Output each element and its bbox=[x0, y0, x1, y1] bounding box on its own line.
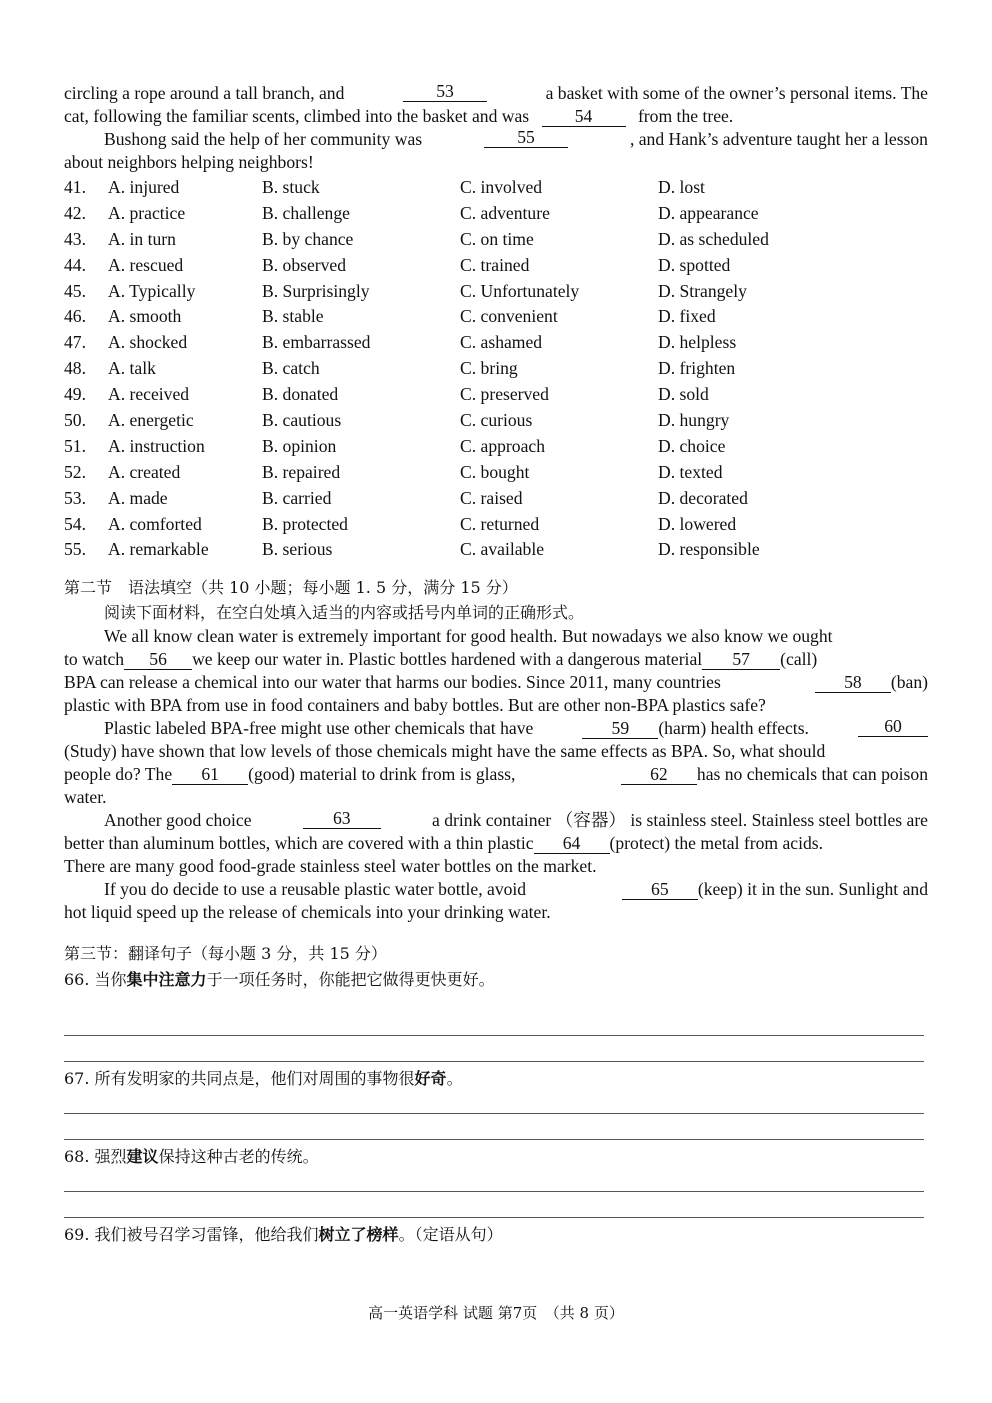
option-c: C. ashamed bbox=[460, 332, 543, 353]
option-c: C. bring bbox=[460, 358, 518, 379]
passage-text: cat, following the familiar scents, climbed into the basket and was bbox=[64, 106, 530, 126]
option-row bbox=[64, 382, 928, 408]
answer-blank-65: 65 bbox=[622, 880, 698, 900]
grammar-text: to watch bbox=[64, 649, 125, 670]
question-number: 45. bbox=[64, 280, 86, 301]
option-d: D. fixed bbox=[658, 306, 716, 327]
answer-blank-63: 63 bbox=[303, 809, 381, 829]
option-row bbox=[64, 356, 928, 382]
option-b: B. serious bbox=[262, 539, 333, 560]
grammar-line bbox=[64, 763, 928, 786]
grammar-line: We all know clean water is extremely important for good health. But nowadays we also know we ought bbox=[104, 626, 833, 647]
passage-line bbox=[64, 105, 928, 128]
answer-line bbox=[64, 1139, 924, 1140]
answer-blank-58: 58 bbox=[815, 673, 891, 693]
question-number: 51. bbox=[64, 435, 86, 456]
answer-line bbox=[64, 1191, 924, 1192]
option-row bbox=[64, 330, 928, 356]
grammar-text: (keep) it in the sun. Sunlight and bbox=[697, 879, 928, 900]
answer-line bbox=[64, 1035, 924, 1036]
option-b: B. opinion bbox=[262, 435, 337, 456]
option-b: B. embarrassed bbox=[262, 332, 371, 353]
option-d: D. helpless bbox=[658, 332, 737, 353]
question-number: 48. bbox=[64, 358, 86, 379]
answer-blank-57: 57 bbox=[702, 650, 780, 670]
option-c: C. convenient bbox=[460, 306, 558, 327]
grammar-line: plastic with BPA from use in food containers and baby bottles. But are other non-BPA plastics safe? bbox=[64, 695, 766, 716]
option-b: B. donated bbox=[262, 384, 339, 405]
question-text: 69. 我们被号召学习雷锋，他给我们 bbox=[64, 1225, 319, 1244]
option-b: B. observed bbox=[262, 254, 347, 275]
option-b: B. stable bbox=[262, 306, 324, 327]
grammar-line bbox=[64, 878, 928, 901]
option-row bbox=[64, 486, 928, 512]
exam-page bbox=[64, 82, 928, 993]
section-instruction: 阅读下面材料，在空白处填入适当的内容或括号内单词的正确形式。 bbox=[104, 603, 585, 623]
page-footer: 高一英语学科 试题 第7页 （共 8 页） bbox=[368, 1304, 624, 1322]
option-a: A. made bbox=[108, 487, 168, 508]
option-c: C. curious bbox=[460, 410, 533, 431]
option-d: D. decorated bbox=[658, 487, 748, 508]
answer-blank-54: 54 bbox=[542, 107, 626, 127]
grammar-text: BPA can release a chemical into our water that harms our bodies. Since 2011, many countries bbox=[64, 672, 721, 693]
grammar-line: water. bbox=[64, 787, 107, 808]
section-title-translation: 第三节：翻译句子（每小题 3 分，共 15 分） bbox=[64, 944, 387, 964]
option-c: C. approach bbox=[460, 435, 546, 456]
grammar-text: (ban) bbox=[890, 672, 928, 693]
option-d: D. Strangely bbox=[658, 280, 747, 301]
option-a: A. instruction bbox=[108, 435, 205, 456]
options-list bbox=[64, 175, 928, 563]
question-text: 。 bbox=[446, 1069, 463, 1088]
option-b: B. repaired bbox=[262, 461, 341, 482]
key-phrase: 树立了榜样 bbox=[318, 1225, 399, 1244]
option-b: B. Surprisingly bbox=[262, 280, 370, 301]
question-number: 47. bbox=[64, 332, 86, 353]
translation-question-66 bbox=[64, 967, 928, 993]
grammar-line: hot liquid speed up the release of chemicals into your drinking water. bbox=[64, 902, 551, 923]
grammar-line bbox=[64, 717, 928, 740]
option-a: A. remarkable bbox=[108, 539, 209, 560]
option-c: C. involved bbox=[460, 177, 543, 197]
passage-text: Bushong said the help of her community was bbox=[104, 129, 423, 149]
grammar-text: has no chemicals that can poison bbox=[696, 764, 928, 785]
question-number: 42. bbox=[64, 202, 86, 223]
option-d: D. responsible bbox=[658, 539, 760, 560]
grammar-text: (good) material to drink from is glass, bbox=[248, 764, 516, 785]
option-a: A. received bbox=[108, 384, 190, 405]
grammar-text: a drink container （容器） is stainless steel. Stainless steel bottles are bbox=[432, 810, 928, 831]
answer-blank-60: 60 bbox=[858, 717, 928, 737]
option-row bbox=[64, 227, 928, 253]
question-number: 44. bbox=[64, 254, 86, 275]
grammar-text: Plastic labeled BPA-free might use other chemicals that have bbox=[104, 718, 534, 739]
grammar-line bbox=[64, 648, 928, 671]
option-a: A. comforted bbox=[108, 513, 202, 534]
option-d: D. lost bbox=[658, 177, 705, 197]
option-c: C. bought bbox=[460, 461, 530, 482]
translation-question-68 bbox=[64, 1144, 319, 1170]
option-a: A. practice bbox=[108, 202, 186, 223]
section-title-grammar: 第二节 语法填空（共 10 小题；每小题 1. 5 分，满分 15 分） bbox=[64, 578, 518, 598]
key-phrase: 建议 bbox=[126, 1147, 159, 1166]
option-b: B. by chance bbox=[262, 228, 354, 249]
question-number: 50. bbox=[64, 410, 86, 431]
passage-line bbox=[64, 128, 928, 151]
grammar-text: Another good choice bbox=[104, 810, 252, 831]
option-a: A. shocked bbox=[108, 332, 188, 353]
answer-blank-62: 62 bbox=[621, 765, 697, 785]
option-b: B. catch bbox=[262, 358, 320, 379]
question-number: 53. bbox=[64, 487, 86, 508]
question-number: 52. bbox=[64, 461, 86, 482]
option-c: C. adventure bbox=[460, 202, 550, 223]
grammar-line: There are many good food-grade stainless steel water bottles on the market. bbox=[64, 856, 597, 877]
question-number: 49. bbox=[64, 384, 86, 405]
option-row bbox=[64, 201, 928, 227]
passage-text: , and Hank’s adventure taught her a lesson bbox=[629, 129, 928, 149]
option-d: D. hungry bbox=[658, 410, 730, 431]
option-c: C. Unfortunately bbox=[460, 280, 580, 301]
option-d: D. sold bbox=[658, 384, 709, 405]
answer-blank-61: 61 bbox=[172, 765, 248, 785]
grammar-text: people do? The bbox=[64, 764, 173, 785]
option-d: D. texted bbox=[658, 461, 723, 482]
grammar-line: (Study) have shown that low levels of those chemicals might have the same effects as BPA. So, what should bbox=[64, 741, 826, 762]
option-c: C. returned bbox=[460, 513, 540, 534]
question-number: 55. bbox=[64, 539, 86, 560]
question-number: 46. bbox=[64, 306, 86, 327]
question-text: 68. 强烈 bbox=[64, 1147, 127, 1166]
option-a: A. rescued bbox=[108, 254, 184, 275]
option-a: A. created bbox=[108, 461, 181, 482]
option-a: A. energetic bbox=[108, 410, 194, 431]
answer-line bbox=[64, 1113, 924, 1114]
passage-text: from the tree. bbox=[637, 106, 734, 126]
option-c: C. on time bbox=[460, 228, 534, 249]
option-c: C. preserved bbox=[460, 384, 549, 405]
passage-line bbox=[64, 82, 928, 105]
grammar-text: we keep our water in. Plastic bottles hardened with a dangerous material bbox=[192, 649, 703, 670]
option-a: A. in turn bbox=[108, 228, 176, 249]
grammar-text: If you do decide to use a reusable plastic water bottle, avoid bbox=[104, 879, 527, 900]
option-d: D. frighten bbox=[658, 358, 736, 379]
grammar-line bbox=[64, 809, 928, 832]
option-d: D. spotted bbox=[658, 254, 731, 275]
answer-blank-53: 53 bbox=[403, 82, 487, 102]
option-b: B. cautious bbox=[262, 410, 342, 431]
grammar-text: (protect) the metal from acids. bbox=[609, 833, 824, 854]
question-number: 43. bbox=[64, 228, 86, 249]
option-b: B. protected bbox=[262, 513, 348, 534]
answer-blank-64: 64 bbox=[534, 834, 610, 854]
option-b: B. carried bbox=[262, 487, 332, 508]
grammar-text: (call) bbox=[780, 649, 818, 670]
option-d: D. choice bbox=[658, 435, 726, 456]
option-row bbox=[64, 279, 928, 305]
passage-text: a basket with some of the owner’s personal items. The bbox=[545, 83, 928, 103]
grammar-line bbox=[64, 832, 928, 855]
option-row bbox=[64, 304, 928, 330]
option-row bbox=[64, 434, 928, 460]
option-row bbox=[64, 175, 928, 201]
grammar-line bbox=[64, 671, 928, 694]
question-text: 67. 所有发明家的共同点是，他们对周围的事物很 bbox=[64, 1069, 415, 1088]
grammar-text: better than aluminum bottles, which are covered with a thin plastic bbox=[64, 833, 534, 854]
option-b: B. challenge bbox=[262, 202, 350, 223]
question-number: 41. bbox=[64, 177, 86, 197]
option-row bbox=[64, 512, 928, 538]
question-text: 于一项任务时，你能把它做得更快更好。 bbox=[206, 970, 495, 990]
option-row bbox=[64, 408, 928, 434]
question-text: 。（定语从句） bbox=[398, 1225, 503, 1244]
option-d: D. as scheduled bbox=[658, 228, 769, 249]
answer-blank-56: 56 bbox=[124, 650, 192, 670]
option-a: A. smooth bbox=[108, 306, 182, 327]
question-number: 54. bbox=[64, 513, 86, 534]
question-text: 保持这种古老的传统。 bbox=[158, 1147, 319, 1166]
option-b: B. stuck bbox=[262, 177, 320, 197]
answer-line bbox=[64, 1061, 924, 1062]
option-c: C. trained bbox=[460, 254, 530, 275]
option-a: A. injured bbox=[108, 177, 180, 197]
translation-question-69 bbox=[64, 1222, 503, 1248]
translation-question-67 bbox=[64, 1066, 463, 1092]
passage-line: about neighbors helping neighbors! bbox=[64, 152, 314, 172]
question-text: 66. 当你 bbox=[64, 970, 127, 990]
option-row bbox=[64, 253, 928, 279]
option-d: D. appearance bbox=[658, 202, 759, 223]
option-c: C. available bbox=[460, 539, 545, 560]
option-c: C. raised bbox=[460, 487, 523, 508]
option-d: D. lowered bbox=[658, 513, 737, 534]
option-a: A. talk bbox=[108, 358, 156, 379]
option-row bbox=[64, 460, 928, 486]
grammar-text: (harm) health effects. bbox=[658, 718, 809, 739]
option-a: A. Typically bbox=[108, 280, 196, 301]
answer-line bbox=[64, 1217, 924, 1218]
passage-text: circling a rope around a tall branch, and bbox=[64, 83, 345, 103]
option-row bbox=[64, 537, 928, 563]
key-phrase: 好奇 bbox=[414, 1069, 447, 1088]
answer-blank-55: 55 bbox=[484, 128, 568, 148]
key-phrase: 集中注意力 bbox=[126, 970, 207, 990]
answer-blank-59: 59 bbox=[582, 719, 658, 739]
